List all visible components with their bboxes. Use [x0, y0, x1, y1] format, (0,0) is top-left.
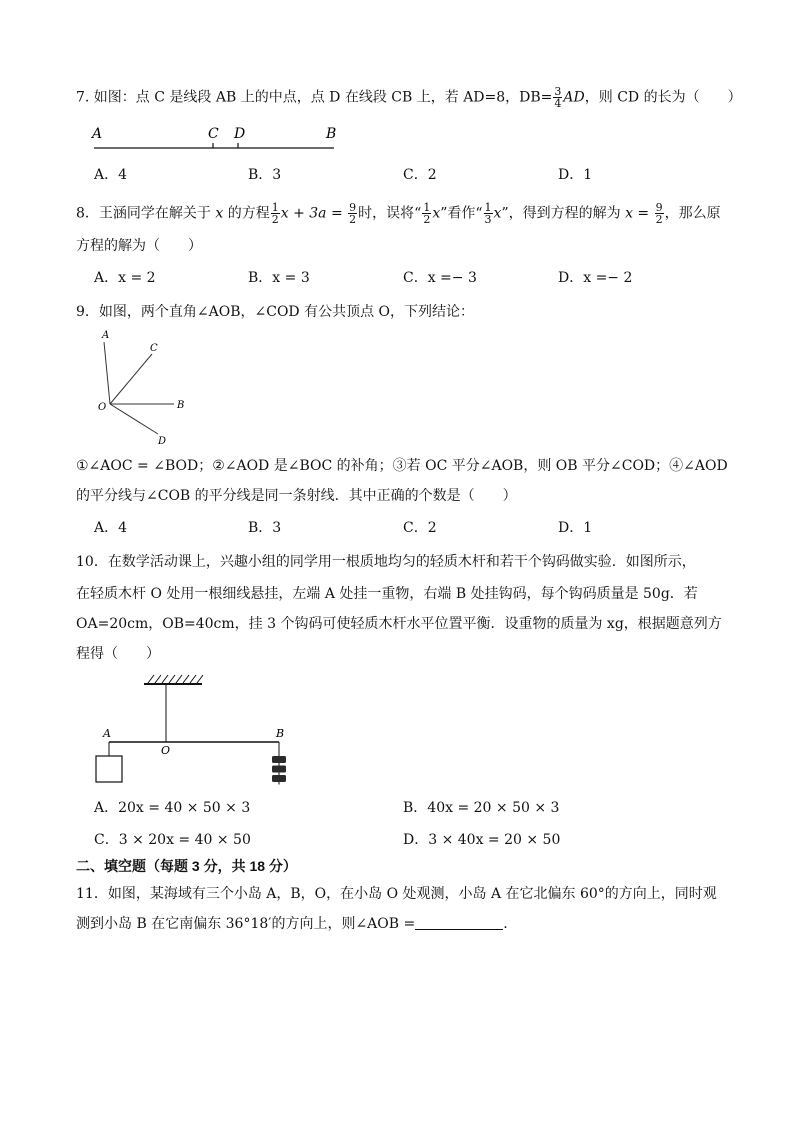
q8-frac-nine [348, 202, 357, 225]
q8-option-d[interactable]: D．x =− 2 [558, 270, 633, 286]
q10-option-d[interactable]: D．3 × 40x = 20 × 50 [403, 832, 561, 848]
q7-fraction [553, 86, 562, 109]
q11-line2 [76, 914, 508, 934]
label-b: B [276, 727, 285, 740]
q9-option-a[interactable]: A．4 [94, 520, 128, 536]
answer-blank[interactable] [415, 915, 503, 930]
q7-stem-end: ，则 CD 的长为（ ） [584, 89, 742, 106]
q8-half2-den: 2 [423, 213, 431, 226]
q8-option-a[interactable]: A．x = 2 [94, 270, 156, 286]
q8-text-mid3: ”看作“ [440, 205, 483, 222]
q9-option-c[interactable]: C．2 [403, 520, 437, 536]
heavy-object [96, 756, 122, 782]
q8-half-den: 2 [271, 213, 279, 226]
q8-half2-num: 1 [423, 201, 431, 214]
q7-frac-num: 3 [554, 85, 562, 98]
label-c: C [150, 343, 158, 354]
q7-option-b[interactable]: B．3 [248, 167, 282, 183]
q9-stem: 9．如图，两个直角∠AOB，∠COD 有公共顶点 O，下列结论： [76, 304, 475, 320]
q8-third-num: 1 [484, 201, 492, 214]
q7-stem-text: 7. 如图：点 C 是线段 AB 上的中点，点 D 在线段 CB 上，若 AD=8，DB= [76, 89, 553, 106]
q8-var-x4: x [625, 205, 633, 222]
q9-option-b[interactable]: B．3 [248, 520, 282, 536]
ceiling-hatch [148, 675, 203, 683]
label-a: A [102, 330, 110, 341]
q7-option-c[interactable]: C．2 [403, 167, 437, 183]
label-b: B [177, 400, 185, 411]
q8-option-b[interactable]: B．x = 3 [248, 270, 310, 286]
label-o: O [161, 744, 171, 757]
q8-option-c[interactable]: C．x =− 3 [403, 270, 477, 286]
q8-text-mid2: 时，误将“ [358, 205, 422, 222]
q8-nine-num: 9 [349, 201, 357, 214]
label-a: A [92, 126, 103, 142]
q9-question: 的平分线与∠COB 的平分线是同一条射线．其中正确的个数是（ ） [76, 488, 517, 504]
q8-equation: x + 3a = [280, 205, 343, 222]
hook-weight [272, 775, 286, 782]
q8-nine-den: 2 [349, 213, 357, 226]
q8-text-end: ，那么原 [664, 205, 721, 222]
q10-option-b[interactable]: B．40x = 20 × 50 × 3 [403, 800, 560, 816]
q9-angle-figure [92, 326, 202, 448]
q8-half-num: 1 [271, 201, 279, 214]
q8-nine2-den: 2 [655, 213, 663, 226]
q11-period: . [503, 916, 508, 932]
q8-frac-half [271, 202, 280, 225]
ray-od [110, 404, 158, 434]
hook-weight [272, 766, 286, 773]
q7-option-a[interactable]: A．4 [94, 167, 128, 183]
q8-stem-line1: 8．王涵同学在解关于 x 的方程 $\frac{1}{2}$ x + 3a = $\frac{9}{2}$ 时，误将“ $\frac{1}{2}$ x”看作“ $\frac{1}{3}$ x”，得到方程的解为 x = $\frac{9}{2}$ ，那么原 [76, 201, 721, 226]
label-o: O [98, 402, 107, 413]
q8-frac-third [484, 202, 493, 225]
ray-oc [110, 354, 152, 404]
q7-stem [76, 86, 742, 109]
q9-statements: ①∠AOC = ∠BOD；②∠AOD 是∠BOC 的补角；③若 OC 平分∠AOB，则 OB 平分∠COD；④∠AOD [76, 458, 728, 474]
q8-nine2-num: 9 [655, 201, 663, 214]
q8-third-den: 3 [484, 213, 492, 226]
q8-text-mid1: 的方程 [223, 205, 270, 222]
label-d: D [234, 126, 246, 142]
q10-option-c[interactable]: C．3 × 20x = 40 × 50 [94, 832, 251, 848]
q7-frac-den: 4 [554, 97, 562, 110]
q7-frac-var: AD [563, 89, 585, 106]
q8-var-x2: x [432, 205, 441, 222]
q8-frac-half2 [422, 202, 431, 225]
hook-weight [272, 756, 286, 763]
q11-line1: 11．如图，某海域有三个小岛 A，B，O，在小岛 O 处观测，小岛 A 在它北偏东 60°的方向上，同时观 [76, 886, 717, 902]
hook-weights [272, 756, 286, 785]
label-a: A [103, 727, 111, 740]
q10-line2: 在轻质木杆 O 处用一根细线悬挂，左端 A 处挂一重物，右端 B 处挂钩码，每个钩码质量是 50g．若 [76, 586, 698, 602]
q10-lever-figure [90, 670, 300, 792]
q8-frac-nine2 [655, 202, 664, 225]
label-d: D [158, 436, 167, 447]
q8-var-x: x [215, 205, 224, 222]
q9-option-d[interactable]: D．1 [558, 520, 593, 536]
q8-text-mid4: ”，得到方程的解为 [501, 205, 626, 222]
q8-stem-line2: 方程的解为（ ） [76, 238, 202, 254]
q10-option-a[interactable]: A．20x = 40 × 50 × 3 [94, 800, 251, 816]
ray-oa [104, 342, 110, 404]
q10-line3: OA=20cm，OB=40cm，挂 3 个钩码可使轻质木杆水平位置平衡．设重物的质量为 xg，根据题意列方 [76, 616, 722, 632]
q10-line1: 10．在数学活动课上，兴趣小组的同学用一根质地均匀的轻质木杆和若干个钩码做实验．如图所示， [76, 554, 696, 570]
q11-line2-text: 测到小岛 B 在它南偏东 36°18′的方向上，则∠AOB = [76, 916, 416, 932]
q7-segment-figure [86, 122, 346, 158]
q8-var-x3: x [493, 205, 502, 222]
q7-option-d[interactable]: D．1 [558, 167, 593, 183]
label-b: B [326, 126, 337, 142]
q10-line4: 程得（ ） [76, 646, 160, 662]
q8-text-pre: 8．王涵同学在解关于 [76, 205, 216, 222]
section-title: 二、填空题（每题 3 分，共 18 分） [76, 858, 297, 874]
label-c: C [208, 126, 219, 142]
